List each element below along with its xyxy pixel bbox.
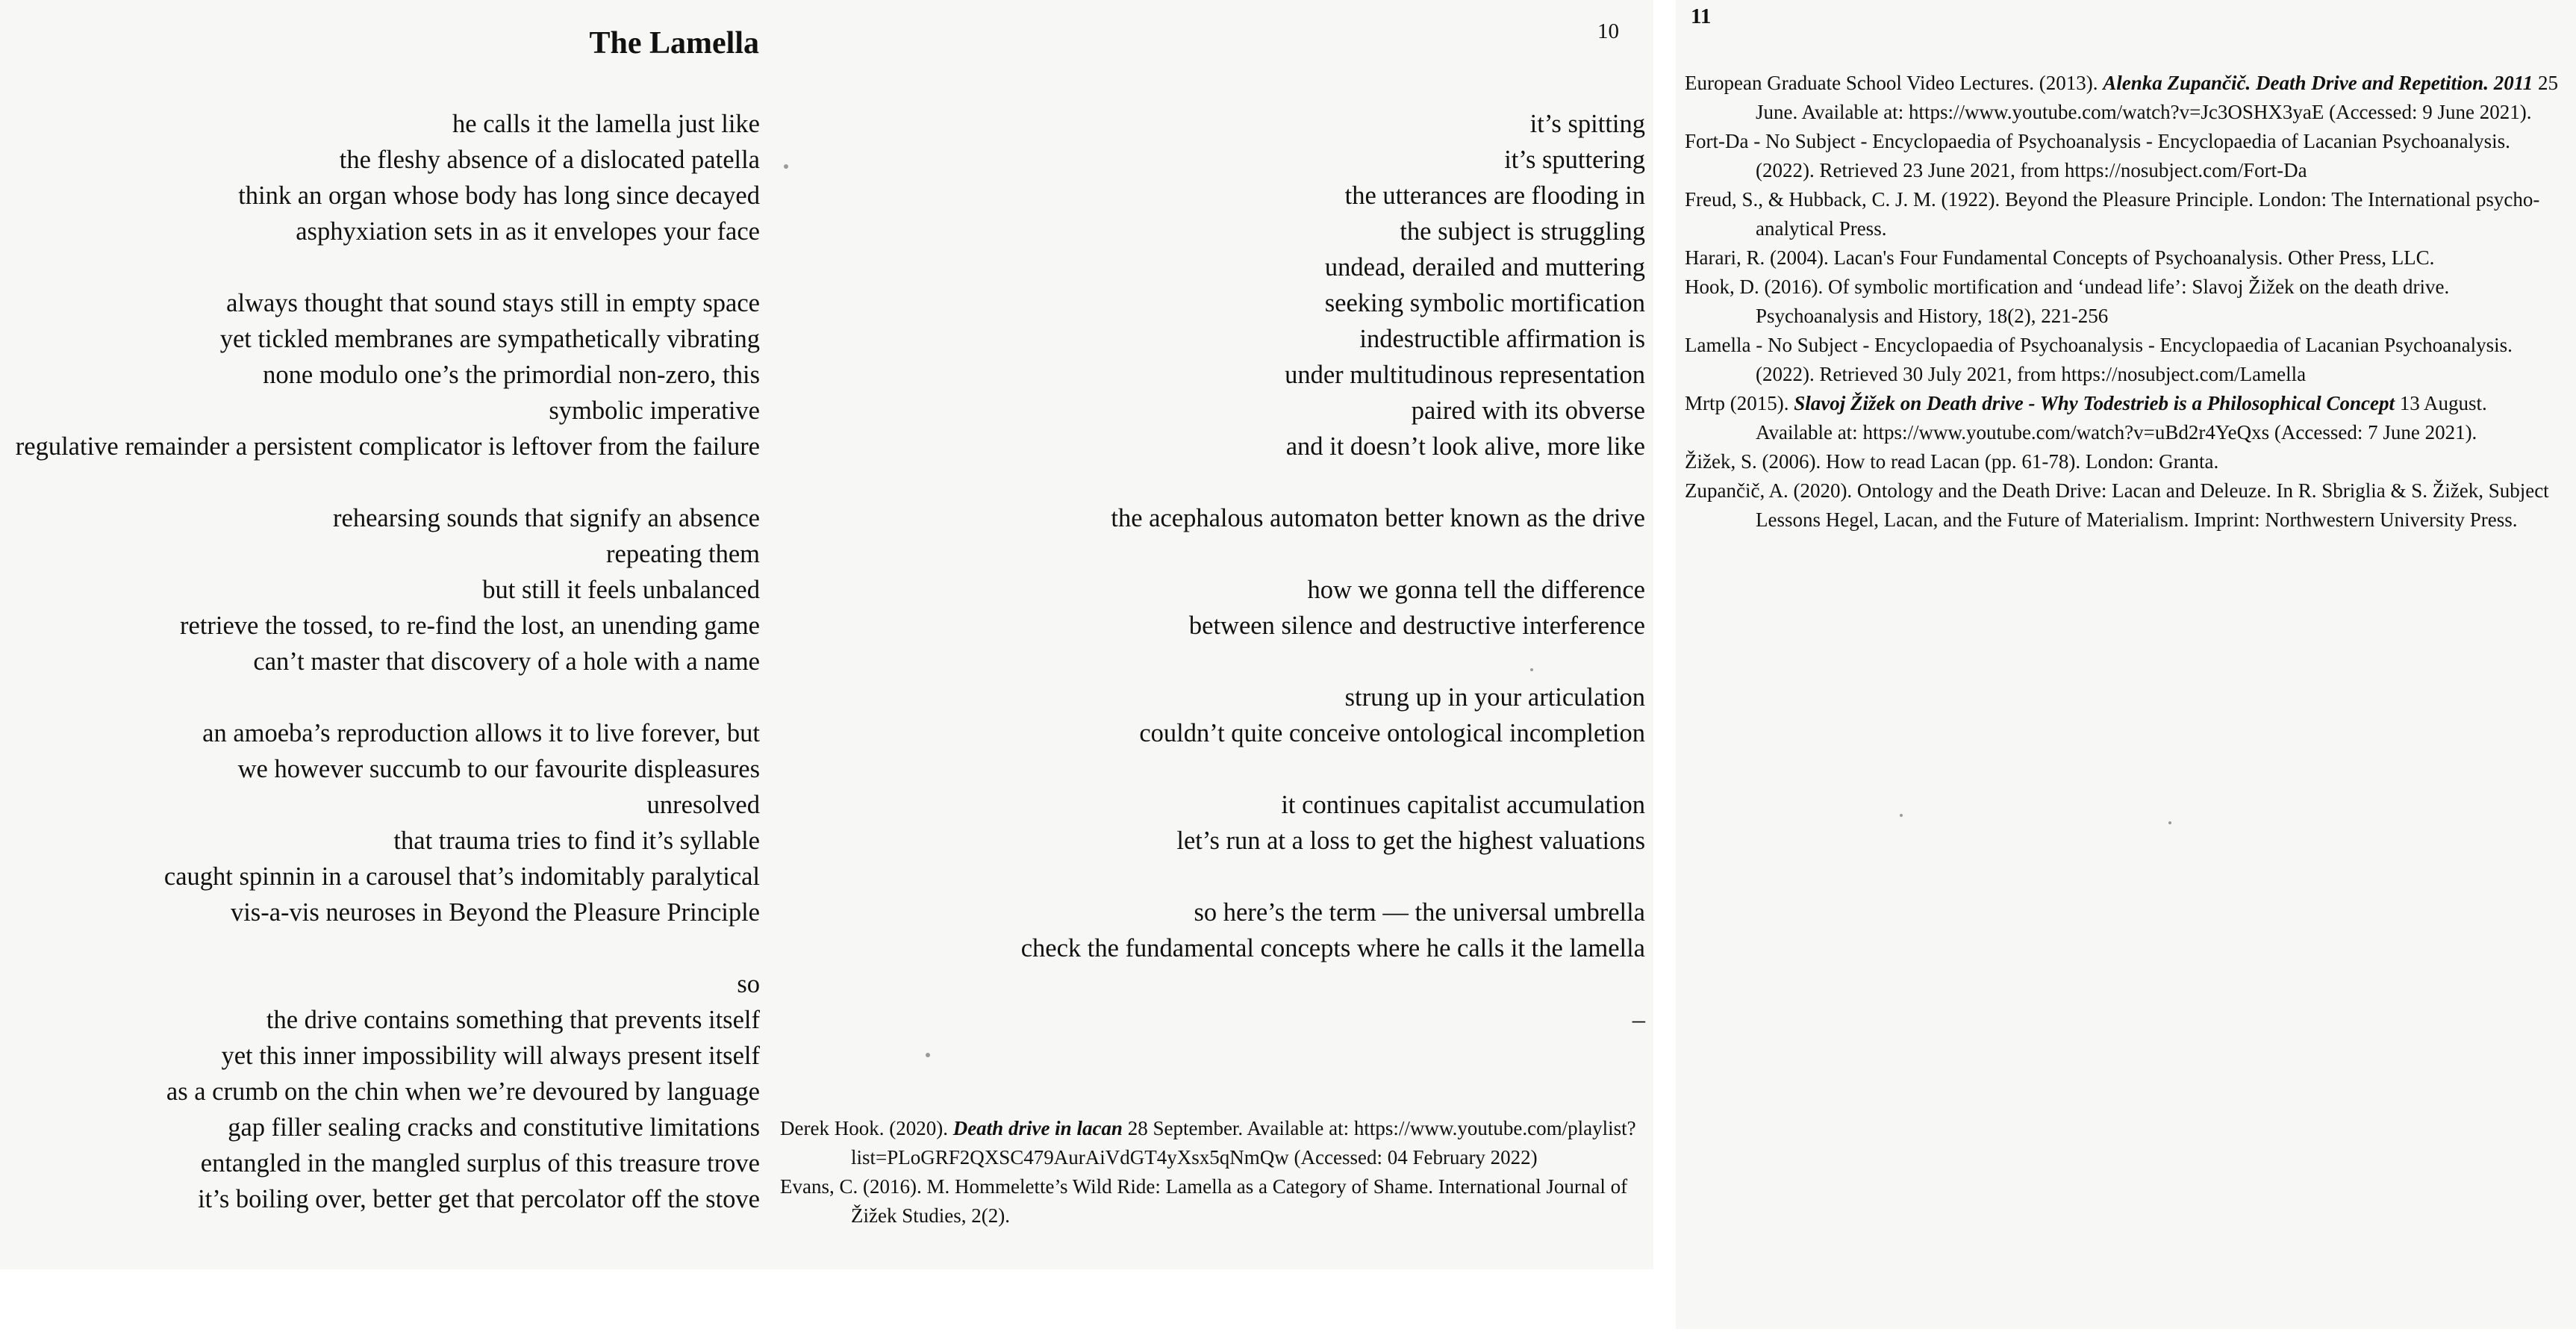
poem-line: between silence and destructive interference: [1188, 612, 1645, 640]
reference-entry: [1685, 185, 2566, 243]
poem-line: think an organ whose body has long since decayed: [238, 181, 760, 210]
poem-line: so here’s the term — the universal umbrella: [1194, 898, 1645, 927]
poem-line: that trauma tries to find it’s syllable: [393, 827, 760, 855]
reference-entry: [1685, 243, 2566, 273]
poem-line: check the fundamental concepts where he calls it the lamella: [1020, 934, 1645, 962]
reference-title-italic: Alenka Zupančič. Death Drive and Repetition. 2011: [2103, 72, 2533, 94]
poem-column-right: [963, 106, 1645, 1038]
poem-line: yet this inner impossibility will always present itself: [221, 1042, 760, 1070]
reference-text: Derek Hook. (2020).: [780, 1117, 953, 1139]
stanza-break: [0, 679, 760, 715]
poem-line: indestructible affirmation is: [1359, 325, 1645, 353]
stanza-break: [963, 859, 1645, 895]
reference-text: European Graduate School Video Lectures. (2013).: [1685, 72, 2103, 94]
poem-line: always thought that sound stays still in empty space: [226, 289, 760, 317]
poem-line: the drive contains something that prevents itself: [266, 1006, 760, 1034]
poem-line: under multitudinous representation: [1285, 361, 1645, 389]
poem-line: an amoeba’s reproduction allows it to live forever, but: [202, 719, 760, 747]
references-list-left: [780, 1114, 1653, 1231]
scan-speck: [926, 1053, 930, 1057]
reference-entry: [1685, 389, 2566, 447]
poem-line: it continues capitalist accumulation: [1281, 791, 1645, 819]
reference-text: Zupančič, A. (2020). Ontology and the Death Drive: Lacan and Deleuze. In R. Sbriglia & S. Žižek, Subject Lessons Hegel, Lacan, and the Future of Materialism. Imprint: Northwestern University Press.: [1685, 479, 2549, 531]
stanza-break: [0, 249, 760, 285]
reference-text: 25 June. Available at: https://www.youtube.com/watch?v=Jc3OSHX3yaE (Accessed: 9 June 2021).: [1756, 72, 2558, 123]
reference-entry: [1685, 273, 2566, 331]
poem-line: none modulo one’s the primordial non-zero, this: [263, 361, 760, 389]
stanza-break: [0, 464, 760, 500]
poem-line: it’s sputtering: [1504, 146, 1645, 174]
poem-line: and it doesn’t look alive, more like: [1285, 432, 1645, 461]
reference-text: Fort-Da - No Subject - Encyclopaedia of Psychoanalysis - Encyclopaedia of Lacanian Psychoanalysis. (2022). Retrieved 23 June 2021, from https://nosubject.com/Fort-Da: [1685, 130, 2510, 181]
poem-line: it’s spitting: [1529, 110, 1645, 138]
poem-line: how we gonna tell the difference: [1307, 576, 1645, 604]
poem-line: but still it feels unbalanced: [482, 576, 760, 604]
poem-line: asphyxiation sets in as it envelopes your face: [296, 217, 760, 246]
poem-title: The Lamella: [589, 26, 759, 60]
reference-text: 28 September. Available at: https://www.youtube.com/playlist?list=PLoGRF2QXSC479AurAiVdGT4yXsx5qNmQw (Accessed: 04 February 2022): [851, 1117, 1636, 1169]
poem-line: paired with its obverse: [1411, 396, 1645, 425]
reference-entry: [1685, 127, 2566, 185]
poem-line: vis-a-vis neuroses in Beyond the Pleasure Principle: [230, 898, 760, 927]
poem-line: couldn’t quite conceive ontological incompletion: [1139, 719, 1645, 747]
poem-column-left: [0, 106, 760, 1217]
stanza-break: [963, 966, 1645, 1002]
poem-line: caught spinnin in a carousel that’s indomitably paralytical: [163, 862, 760, 891]
reference-entry: [1685, 69, 2566, 127]
reference-entry: [780, 1114, 1653, 1172]
reference-text: Mrtp (2015).: [1685, 392, 1794, 414]
reference-entry: [1685, 476, 2566, 535]
poem-line: seeking symbolic mortification: [1324, 289, 1645, 317]
reference-text: Freud, S., & Hubback, C. J. M. (1922). Beyond the Pleasure Principle. London: The International psycho-analytical Press.: [1685, 188, 2540, 240]
stanza-break: [0, 930, 760, 966]
scan-speck: [1900, 814, 1903, 817]
right-page-scan: [1676, 0, 2576, 1329]
poem-line: entangled in the mangled surplus of this treasure trove: [200, 1149, 760, 1177]
poem-line: undead, derailed and muttering: [1324, 253, 1645, 281]
poem-line: symbolic imperative: [549, 396, 760, 425]
poem-line: yet tickled membranes are sympathetically vibrating: [219, 325, 760, 353]
poem-line: retrieve the tossed, to re-find the lost, an unending game: [180, 612, 760, 640]
poem-line: can’t master that discovery of a hole with a name: [253, 647, 760, 676]
poem-line: the subject is struggling: [1400, 217, 1645, 246]
reference-entry: [1685, 447, 2566, 476]
reference-text: Evans, C. (2016). M. Hommelette’s Wild Ride: Lamella as a Category of Shame. International Journal of Žižek Studies, 2(2).: [780, 1175, 1628, 1227]
reference-text: Žižek, S. (2006). How to read Lacan (pp. 61-78). London: Granta.: [1685, 450, 2219, 473]
poem-line: –: [1632, 1006, 1645, 1034]
poem-line: he calls it the lamella just like: [452, 110, 760, 138]
reference-entry: [1685, 331, 2566, 389]
page-number-right: 11: [1691, 4, 1712, 28]
poem-line: unresolved: [646, 791, 760, 819]
reference-text: Harari, R. (2004). Lacan's Four Fundamental Concepts of Psychoanalysis. Other Press, LLC.: [1685, 246, 2435, 269]
poem-line: the utterances are flooding in: [1344, 181, 1645, 210]
reference-text: 13 August. Available at: https://www.youtube.com/watch?v=uBd2r4YeQxs (Accessed: 7 June 2021).: [1756, 392, 2487, 444]
reference-entry: [780, 1172, 1653, 1231]
references-list-right: [1685, 69, 2566, 535]
scan-speck: [1530, 668, 1533, 671]
poem-line: repeating them: [606, 540, 760, 568]
poem-line: the acephalous automaton better known as the drive: [1111, 504, 1645, 532]
poem-line: the fleshy absence of a dislocated patella: [339, 146, 760, 174]
poem-line: we however succumb to our favourite displeasures: [237, 755, 760, 783]
poem-line: let’s run at a loss to get the highest valuations: [1176, 827, 1645, 855]
reference-text: Hook, D. (2016). Of symbolic mortification and ‘undead life’: Slavoj Žižek on the death drive. Psychoanalysis and History, 18(2), 221-256: [1685, 276, 2450, 327]
reference-text: Lamella - No Subject - Encyclopaedia of Psychoanalysis - Encyclopaedia of Lacanian Psychoanalysis. (2022). Retrieved 30 July 2021, from https://nosubject.com/Lamella: [1685, 334, 2513, 385]
stanza-break: [963, 751, 1645, 787]
scan-speck: [784, 164, 788, 169]
poem-line: it’s boiling over, better get that percolator off the stove: [198, 1185, 760, 1213]
stanza-break: [963, 536, 1645, 572]
poem-line: so: [737, 970, 760, 998]
stanza-break: [963, 644, 1645, 679]
poem-line: gap filler sealing cracks and constitutive limitations: [228, 1113, 760, 1142]
stanza-break: [963, 464, 1645, 500]
poem-line: as a crumb on the chin when we’re devoured by language: [166, 1077, 760, 1106]
poem-line: strung up in your articulation: [1344, 683, 1645, 712]
page-number-left: 10: [1597, 19, 1619, 43]
reference-title-italic: Slavoj Žižek on Death drive - Why Todestrieb is a Philosophical Concept: [1794, 392, 2395, 414]
scan-speck: [2168, 821, 2171, 824]
poem-line: rehearsing sounds that signify an absence: [333, 504, 760, 532]
reference-title-italic: Death drive in lacan: [952, 1117, 1123, 1139]
poem-line: regulative remainder a persistent complicator is leftover from the failure: [15, 432, 760, 461]
